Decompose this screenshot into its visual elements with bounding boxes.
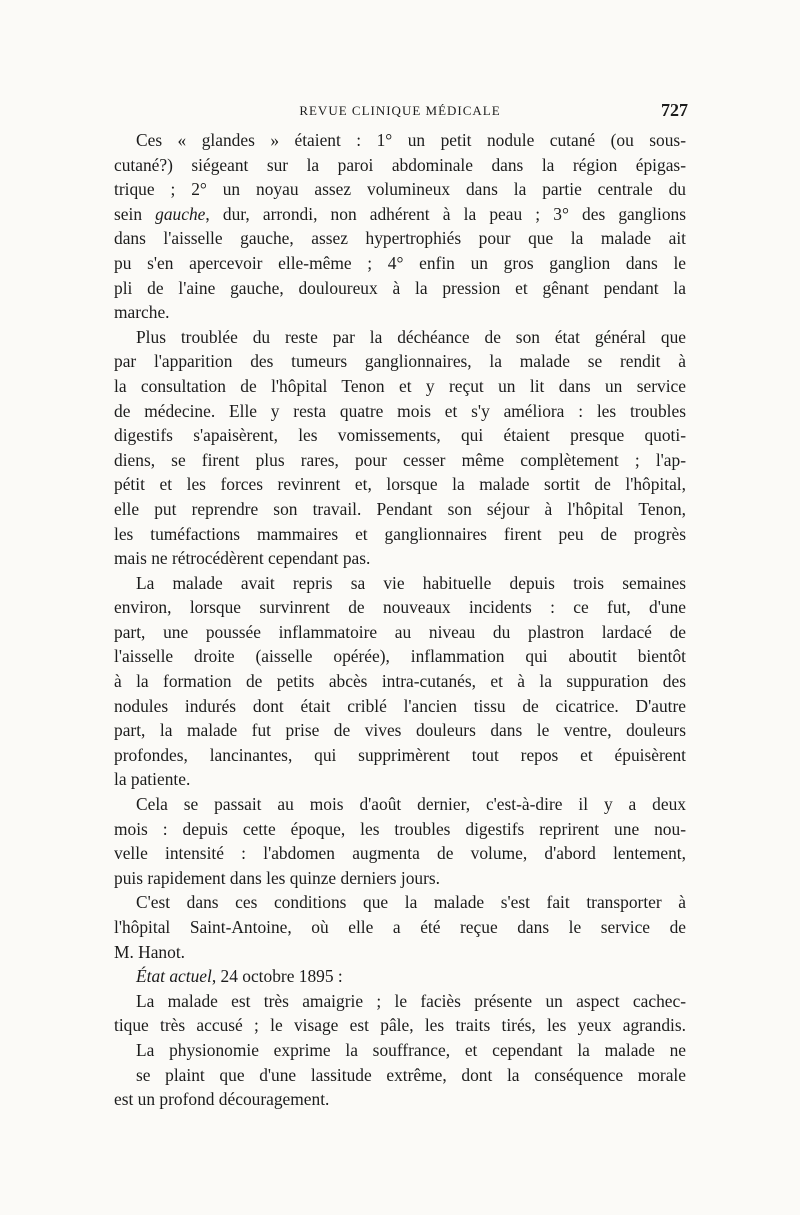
text-line: la consultation de l'hôpital Tenon et y reçut un lit dans un service <box>114 375 686 396</box>
text-line: se plaint que d'une lassitude extrême, dont la conséquence morale <box>136 1064 686 1085</box>
text-line: Ces « glandes » étaient : 1° un petit nodule cutané (ou sous- <box>136 130 686 150</box>
text-line: l'hôpital Saint-Antoine, où elle a été reçue dans le service de <box>114 917 686 937</box>
text-line: pu s'en apercevoir elle-même ; 4° enfin un gros ganglion dans le <box>114 252 686 273</box>
text-line: nodules indurés dont était criblé l'ancien tissu de cicatrice. D'autre <box>114 695 686 716</box>
text-line: à la formation de petits abcès intra-cutanés, et à la suppuration des <box>114 671 686 692</box>
text-line: profondes, lancinantes, qui supprimèrent tout repos et épuisèrent <box>114 744 686 765</box>
text-line: tique très accusé ; le visage est pâle, les traits tirés, les yeux agrandis. <box>114 1015 686 1036</box>
text-line: Cela se passait au mois d'août dernier, c'est-à-dire il y a deux <box>136 794 686 815</box>
text-line: La malade est très amaigrie ; le faciès présente un aspect cachec- <box>136 990 686 1011</box>
text-line: cutané?) siégeant sur la paroi abdominale dans la région épigas- <box>114 154 686 175</box>
text-line: trique ; 2° un noyau assez volumineux dans la partie centrale du <box>114 179 686 200</box>
text-line: les tuméfactions mammaires et ganglionnaires firent peu de progrès <box>114 523 686 544</box>
text-line: M. Hanot. <box>114 941 186 962</box>
text-line: mais ne rétrocédèrent cependant pas. <box>114 548 371 569</box>
text-line: part, la malade fut prise de vives douleurs dans le ventre, douleurs <box>114 720 686 741</box>
text-line: de médecine. Elle y resta quatre mois et s'y améliora : les troubles <box>114 400 686 421</box>
text-line: pli de l'aine gauche, douloureux à la pression et gênant pendant la <box>114 277 686 298</box>
text-line: elle put reprendre son travail. Pendant son séjour à l'hôpital Tenon, <box>114 498 686 519</box>
text-line: La physionomie exprime la souffrance, et cependant la malade ne <box>136 1039 686 1060</box>
text-line: digestifs s'apaisèrent, les vomissements, qui étaient presque quoti- <box>114 425 686 446</box>
text-line: mois : depuis cette époque, les troubles digestifs reprirent une nou- <box>114 818 686 839</box>
text-line: État actuel, 24 octobre 1895 : <box>136 966 343 987</box>
text-line: dans l'aisselle gauche, assez hypertrophiés pour que la malade ait <box>114 228 686 249</box>
text-line: environ, lorsque survinrent de nouveaux incidents : ce fut, d'une <box>114 597 686 618</box>
text-line: diens, se firent plus rares, pour cesser même complètement ; l'ap- <box>114 449 686 470</box>
text-line: part, une poussée inflammatoire au niveau du plastron lardacé de <box>114 621 686 642</box>
text-line: velle intensité : l'abdomen augmenta de volume, d'abord lentement, <box>114 843 686 864</box>
text-line: La malade avait repris sa vie habituelle depuis trois semaines <box>136 572 686 593</box>
text-line: la patiente. <box>114 769 191 790</box>
text-line: puis rapidement dans les quinze derniers jours. <box>114 867 440 888</box>
page-number: 727 <box>661 100 688 120</box>
text-line: marche. <box>114 302 170 323</box>
text-line: C'est dans ces conditions que la malade s'est fait transporter à <box>136 892 686 913</box>
text-line: sein gauche, dur, arrondi, non adhérent à la peau ; 3° des ganglions <box>114 203 686 224</box>
body-text <box>114 128 686 1112</box>
text-line: est un profond découragement. <box>114 1089 330 1110</box>
text-line: l'aisselle droite (aisselle opérée), inflammation qui aboutit bientôt <box>114 646 686 667</box>
running-title: REVUE CLINIQUE MÉDICALE <box>299 103 501 118</box>
text-line: Plus troublée du reste par la déchéance de son état général que <box>136 326 686 347</box>
text-line: pétit et les forces revinrent et, lorsque la malade sortit de l'hôpital, <box>114 474 686 495</box>
page-header <box>112 100 688 124</box>
text-line: par l'apparition des tumeurs ganglionnaires, la malade se rendit à <box>114 351 686 372</box>
